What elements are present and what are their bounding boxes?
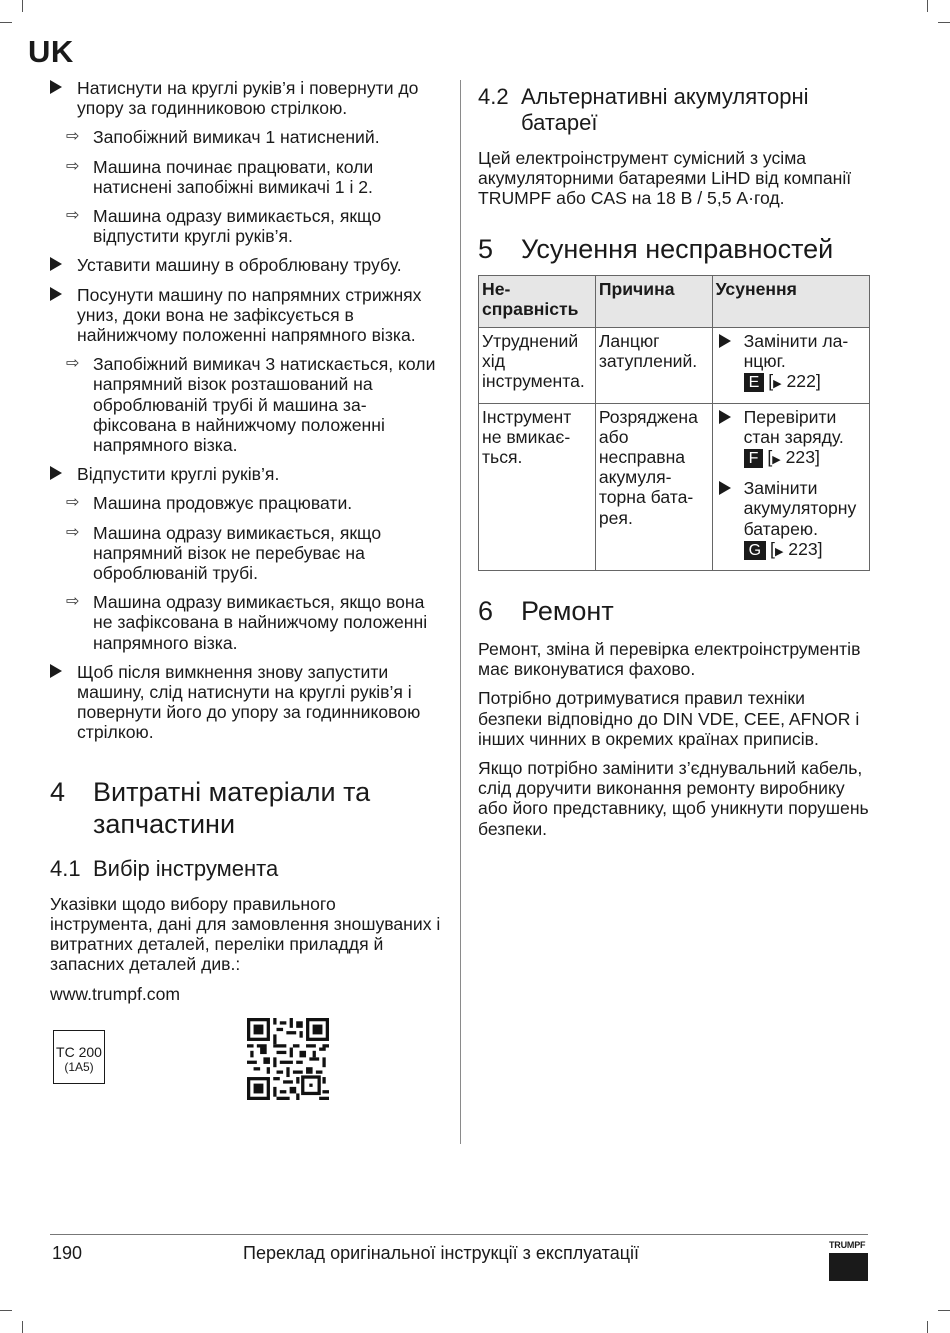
- step-arrow-icon: [50, 664, 62, 678]
- section-title: Вибір інструмента: [93, 855, 279, 881]
- result-arrow-icon: ⇨: [66, 157, 80, 175]
- instruction-text: Посунути машину по напрямних стрижнях униз, доки вона не зафіксується в найнижчому положенні напрямного візка.: [77, 284, 422, 346]
- crop-mark: [0, 1310, 12, 1311]
- instruction-text: Запобіжний вимикач 1 натиснений.: [93, 127, 380, 148]
- cell-cause: Ланцюг затуплений.: [595, 328, 712, 404]
- crop-mark: [22, 0, 23, 12]
- cell-fault: Утруднений хід інструмента.: [479, 328, 596, 404]
- section-title: Усунення несправностей: [521, 233, 834, 264]
- instruction-text: Уставити машину в оброблювану трубу.: [77, 255, 402, 276]
- section-title: Ремонт: [521, 596, 614, 627]
- remedy-text: Замінити акумуляторну батарею.: [743, 478, 857, 539]
- step-arrow-icon: [50, 257, 62, 271]
- instruction-result: [50, 592, 442, 653]
- crop-mark: [927, 0, 928, 12]
- instruction-result: [50, 354, 442, 455]
- cross-reference[interactable]: [744, 539, 866, 562]
- section-5-heading: [478, 233, 871, 265]
- instruction-step: [50, 255, 442, 275]
- step-arrow-icon: [50, 80, 62, 94]
- step-arrow-icon: [719, 334, 731, 348]
- instruction-result: [50, 493, 442, 513]
- section-number: 4.2: [478, 84, 509, 109]
- instruction-step: [50, 662, 442, 743]
- language-code: UK: [28, 34, 74, 69]
- product-model: TC 200: [56, 1043, 102, 1060]
- cell-cause: Розряджена або несправна акумуляторна батарея.: [595, 403, 712, 570]
- footer-title: Переклад оригінальної інструкції з експлуатації: [243, 1243, 640, 1263]
- instruction-result: [50, 523, 442, 584]
- result-arrow-icon: ⇨: [66, 128, 80, 146]
- instruction-text: Машина починає працювати, коли натиснені запобіжні вимикачі 1 і 2.: [93, 156, 374, 197]
- repair-paragraph: Якщо потрібно замінити з’єднувальний кабель, слід доручити виконання ремонту виробнику або його представнику, щоб уникнути порушень безпеки.: [478, 758, 869, 839]
- cross-reference[interactable]: [744, 447, 866, 470]
- step-arrow-icon: [50, 466, 62, 480]
- instruction-result: [50, 127, 442, 147]
- crop-mark: [938, 1310, 950, 1311]
- result-arrow-icon: ⇨: [66, 523, 80, 541]
- reference-page: 223]: [788, 538, 823, 559]
- instruction-text: Машина продовжує працювати.: [93, 493, 353, 514]
- instruction-step: [50, 78, 442, 118]
- section-4-heading: [50, 776, 442, 840]
- instruction-text: Відпустити круглі руків’я.: [77, 464, 280, 485]
- instruction-list: [50, 78, 442, 743]
- step-arrow-icon: [719, 410, 731, 424]
- brand-logo-block: [829, 1253, 868, 1281]
- result-arrow-icon: ⇨: [66, 494, 80, 512]
- step-arrow-icon: [50, 287, 62, 301]
- crop-mark: [927, 1321, 928, 1333]
- remedy-text: Замінити ланцюг.: [743, 331, 849, 372]
- remedy-text: Перевірити стан заряду.: [743, 406, 844, 447]
- section-6-heading: [478, 595, 871, 627]
- result-arrow-icon: ⇨: [66, 355, 80, 373]
- remedy-item: [716, 407, 866, 471]
- qr-code-icon: [247, 1018, 329, 1100]
- section-4-1-text: Указівки щодо вибору правильного інструмента, дані для замовлення зношуваних і витратних деталей, переліки приладдя й запасних деталей див.:: [50, 893, 441, 975]
- reference-tag: F: [744, 449, 764, 468]
- column-header-fault: Несправність: [479, 275, 596, 327]
- result-arrow-icon: ⇨: [66, 207, 80, 225]
- instruction-step: [50, 285, 442, 346]
- result-arrow-icon: ⇨: [66, 593, 80, 611]
- reference-tag: G: [744, 541, 766, 560]
- instruction-text: Машина одразу вимикається, якщо вона не зафіксована в найнижчому положенні напрямного візка.: [93, 592, 428, 653]
- crop-mark: [0, 22, 12, 23]
- footer-divider: [50, 1234, 868, 1235]
- remedy-item: [716, 331, 866, 395]
- page-number: 190: [52, 1243, 83, 1263]
- remedy-item: [716, 478, 866, 562]
- brand-logo-text: TRUMPF: [829, 1240, 866, 1250]
- product-code: (1A5): [64, 1059, 94, 1074]
- reference-page: 223]: [785, 447, 820, 468]
- crop-mark: [938, 22, 950, 23]
- section-title: Витратні матеріали та запчастини: [93, 776, 371, 839]
- left-column: [50, 78, 442, 1118]
- page-reference-icon: [▶: [767, 447, 781, 468]
- page-reference-icon: [▶: [768, 371, 782, 392]
- instruction-result: [50, 157, 442, 197]
- section-4-2-heading: [478, 84, 871, 136]
- section-number: 4.1: [50, 855, 81, 881]
- section-title: Альтернативні акумуляторні батареї: [521, 84, 809, 135]
- repair-paragraph: Потрібно дотримуватися правил техніки безпеки відповідно до DIN VDE, CEE, AFNOR і інших чинних в окремих країнах приписів.: [478, 688, 860, 749]
- column-divider: [460, 80, 461, 1144]
- instruction-text: Машина одразу вимикається, якщо відпустити круглі руків’я.: [93, 206, 382, 247]
- instruction-text: Машина одразу вимикається, якщо напрямний візок не перебуває на оброблюваній трубі.: [93, 522, 382, 584]
- cross-reference[interactable]: [744, 371, 866, 394]
- website-link[interactable]: www.trumpf.com: [50, 983, 181, 1004]
- section-number: 4: [50, 776, 66, 807]
- reference-page: 222]: [786, 371, 821, 392]
- table-row: [479, 328, 870, 404]
- product-label-area: [50, 1018, 442, 1118]
- right-column: [478, 78, 871, 839]
- section-4-1-heading: [50, 856, 442, 882]
- column-header-cause: Причина: [595, 275, 712, 327]
- section-4-2-text: Цей електроінструмент сумісний з усіма акумуляторними батареями LiHD від компанії TRUMPF або CAS на 18 В / 5,5 А·год.: [478, 148, 852, 209]
- instruction-text: Запобіжний вимикач 3 натискається, коли напрямний візок розташований на оброблюваній трубі й машина зафіксована в найнижчому положенні напрямного візка.: [93, 354, 436, 456]
- section-number: 6: [478, 596, 494, 627]
- instruction-step: [50, 464, 442, 484]
- column-header-remedy: Усунення: [712, 275, 869, 327]
- table-header-row: [479, 275, 870, 327]
- instruction-result: [50, 206, 442, 246]
- repair-paragraph: Ремонт, зміна й перевірка електроінструментів має виконуватися фахово.: [478, 639, 861, 680]
- cell-remedy: [712, 328, 869, 404]
- section-number: 5: [478, 233, 494, 264]
- instruction-text: Натиснути на круглі руків’я і повернути до упору за годинниковою стрілкою.: [77, 78, 419, 119]
- page-reference-icon: [▶: [770, 538, 784, 559]
- troubleshooting-table: [478, 275, 870, 571]
- cell-remedy: [712, 403, 869, 570]
- crop-mark: [22, 1321, 23, 1333]
- reference-tag: E: [744, 373, 765, 392]
- instruction-text: Щоб після вимкнення знову запустити машину, слід натиснути на круглі руків’я і повернути його до упору за годинниковою стрілкою.: [77, 661, 421, 743]
- cell-fault: Інструмент не вмикається.: [479, 403, 596, 570]
- product-label: [53, 1030, 105, 1084]
- step-arrow-icon: [719, 481, 731, 495]
- table-row: [479, 403, 870, 570]
